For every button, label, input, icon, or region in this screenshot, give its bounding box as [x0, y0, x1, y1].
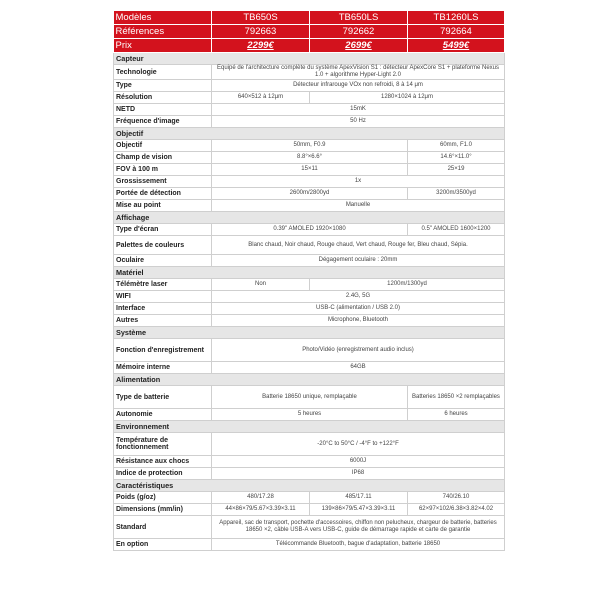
- spec-row: [114, 291, 505, 303]
- price-value: 5499€: [408, 39, 505, 53]
- spec-row: [114, 152, 505, 164]
- price-row: [114, 39, 505, 53]
- spec-label: Température de fonctionnement: [114, 433, 212, 456]
- spec-row: [114, 362, 505, 374]
- spec-label: Résolution: [114, 92, 212, 104]
- spec-row: [114, 303, 505, 315]
- spec-table: [113, 11, 505, 551]
- section-header-row: [114, 374, 505, 386]
- spec-value: 50mm, F0.9: [212, 140, 408, 152]
- spec-row: [114, 236, 505, 255]
- spec-value: 640×512 à 12μm: [212, 92, 310, 104]
- spec-value: 0.5" AMOLED 1600×1200: [408, 224, 505, 236]
- spec-label: Résistance aux chocs: [114, 456, 212, 468]
- spec-value: Manuelle: [212, 200, 505, 212]
- spec-value: Dégagement oculaire : 20mm: [212, 255, 505, 267]
- spec-label: Type: [114, 80, 212, 92]
- spec-row: [114, 255, 505, 267]
- spec-row: [114, 539, 505, 551]
- models-row: [114, 11, 505, 25]
- spec-value: 25×19: [408, 164, 505, 176]
- spec-value: 139×86×79/5.47×3.39×3.11: [310, 504, 408, 516]
- spec-row: [114, 164, 505, 176]
- spec-value: 8.8°×6.6°: [212, 152, 408, 164]
- spec-value: Photo/Vidéo (enregistrement audio inclus): [212, 339, 505, 362]
- spec-value: 5 heures: [212, 409, 408, 421]
- spec-row: [114, 116, 505, 128]
- spec-value: -20°C to 50°C / -4°F to +122°F: [212, 433, 505, 456]
- spec-label: Portée de détection: [114, 188, 212, 200]
- spec-value: 2600m/2800yd: [212, 188, 408, 200]
- spec-label: Indice de protection: [114, 468, 212, 480]
- spec-value: Télécommande Bluetooth, bague d'adaptation, batterie 18650: [212, 539, 505, 551]
- spec-value: 62×97×102/6.38×3.82×4.02: [408, 504, 505, 516]
- spec-label: Technologie: [114, 65, 212, 80]
- spec-value: Détecteur infrarouge VOx non refroidi, 8 à 14 μm: [212, 80, 505, 92]
- section-title: Caractéristiques: [114, 480, 505, 492]
- model-tb650s: TB650S: [212, 11, 310, 25]
- spec-label: Fonction d'enregistrement: [114, 339, 212, 362]
- spec-value: 0.39" AMOLED 1920×1080: [212, 224, 408, 236]
- spec-value: USB-C (alimentation / USB 2.0): [212, 303, 505, 315]
- spec-row: [114, 279, 505, 291]
- section-header-row: [114, 421, 505, 433]
- spec-value: Batteries 18650 ×2 remplaçables: [408, 386, 505, 409]
- section-title: Système: [114, 327, 505, 339]
- spec-row: [114, 200, 505, 212]
- section-title: Environnement: [114, 421, 505, 433]
- model-tb1260ls: TB1260LS: [408, 11, 505, 25]
- spec-value: Blanc chaud, Noir chaud, Rouge chaud, Vert chaud, Rouge fer, Bleu chaud, Sépia.: [212, 236, 505, 255]
- section-title: Capteur: [114, 53, 505, 65]
- spec-label: Objectif: [114, 140, 212, 152]
- spec-row: [114, 104, 505, 116]
- spec-value: 44×86×79/5.67×3.39×3.11: [212, 504, 310, 516]
- spec-row: [114, 386, 505, 409]
- spec-value: 50 Hz: [212, 116, 505, 128]
- spec-value: 60mm, F1.0: [408, 140, 505, 152]
- spec-value: 2.4G, 5G: [212, 291, 505, 303]
- spec-value: 15×11: [212, 164, 408, 176]
- section-title: Alimentation: [114, 374, 505, 386]
- spec-value: Non: [212, 279, 310, 291]
- spec-row: [114, 433, 505, 456]
- spec-table-container: [113, 11, 504, 551]
- spec-label: Standard: [114, 516, 212, 539]
- spec-value: Equipé de l'architecture complète du système ApexVision S1 : détecteur ApexCore S1 + plateforme Nexus 1.0 + algorithme Hyper-Light 2.0: [212, 65, 505, 80]
- spec-row: [114, 456, 505, 468]
- spec-row: [114, 140, 505, 152]
- price-value: 2699€: [310, 39, 408, 53]
- spec-label: Palettes de couleurs: [114, 236, 212, 255]
- spec-row: [114, 492, 505, 504]
- spec-label: Grossissement: [114, 176, 212, 188]
- section-header-row: [114, 53, 505, 65]
- models-label: Modèles: [114, 11, 212, 25]
- section-header-row: [114, 327, 505, 339]
- section-header-row: [114, 267, 505, 279]
- references-label: Références: [114, 25, 212, 39]
- spec-value: 1280×1024 à 12μm: [310, 92, 505, 104]
- spec-value: Appareil, sac de transport, pochette d'accessoires, chiffon non pelucheux, chargeur de batterie, batteries 18650 ×2, câble USB-A vers USB-C, guide de démarrage rapide et carte de garantie: [212, 516, 505, 539]
- spec-value: 15mK: [212, 104, 505, 116]
- spec-label: Dimensions (mm/in): [114, 504, 212, 516]
- spec-value: 3200m/3500yd: [408, 188, 505, 200]
- model-tb650ls: TB650LS: [310, 11, 408, 25]
- spec-row: [114, 339, 505, 362]
- spec-row: [114, 224, 505, 236]
- spec-value: 64GB: [212, 362, 505, 374]
- spec-value: 6 heures: [408, 409, 505, 421]
- spec-value: 485/17.11: [310, 492, 408, 504]
- spec-row: [114, 315, 505, 327]
- section-header-row: [114, 212, 505, 224]
- section-title: Objectif: [114, 128, 505, 140]
- spec-label: En option: [114, 539, 212, 551]
- spec-label: Mémoire interne: [114, 362, 212, 374]
- price-label: Prix: [114, 39, 212, 53]
- spec-label: Télémètre laser: [114, 279, 212, 291]
- references-row: [114, 25, 505, 39]
- reference-value: 792664: [408, 25, 505, 39]
- section-title: Matériel: [114, 267, 505, 279]
- spec-label: Type de batterie: [114, 386, 212, 409]
- spec-label: Poids (g/oz): [114, 492, 212, 504]
- reference-value: 792663: [212, 25, 310, 39]
- spec-value: IP68: [212, 468, 505, 480]
- spec-value: 740/26.10: [408, 492, 505, 504]
- spec-row: [114, 65, 505, 80]
- spec-row: [114, 80, 505, 92]
- spec-label: WIFI: [114, 291, 212, 303]
- price-value: 2299€: [212, 39, 310, 53]
- spec-row: [114, 176, 505, 188]
- spec-value: 480/17.28: [212, 492, 310, 504]
- reference-value: 792662: [310, 25, 408, 39]
- spec-label: NETD: [114, 104, 212, 116]
- spec-label: Interface: [114, 303, 212, 315]
- spec-row: [114, 409, 505, 421]
- spec-row: [114, 468, 505, 480]
- spec-label: Autonomie: [114, 409, 212, 421]
- spec-row: [114, 92, 505, 104]
- section-header-row: [114, 480, 505, 492]
- spec-label: Type d'écran: [114, 224, 212, 236]
- spec-value: 6000J: [212, 456, 505, 468]
- spec-value: Batterie 18650 unique, remplaçable: [212, 386, 408, 409]
- spec-row: [114, 516, 505, 539]
- spec-label: Mise au point: [114, 200, 212, 212]
- spec-row: [114, 188, 505, 200]
- spec-value: 1x: [212, 176, 505, 188]
- spec-value: 14.6°×11.0°: [408, 152, 505, 164]
- section-title: Affichage: [114, 212, 505, 224]
- section-header-row: [114, 128, 505, 140]
- spec-label: Fréquence d'image: [114, 116, 212, 128]
- spec-value: Microphone, Bluetooth: [212, 315, 505, 327]
- spec-label: Oculaire: [114, 255, 212, 267]
- spec-row: [114, 504, 505, 516]
- spec-label: Autres: [114, 315, 212, 327]
- spec-value: 1200m/1300yd: [310, 279, 505, 291]
- spec-label: Champ de vision: [114, 152, 212, 164]
- spec-label: FOV à 100 m: [114, 164, 212, 176]
